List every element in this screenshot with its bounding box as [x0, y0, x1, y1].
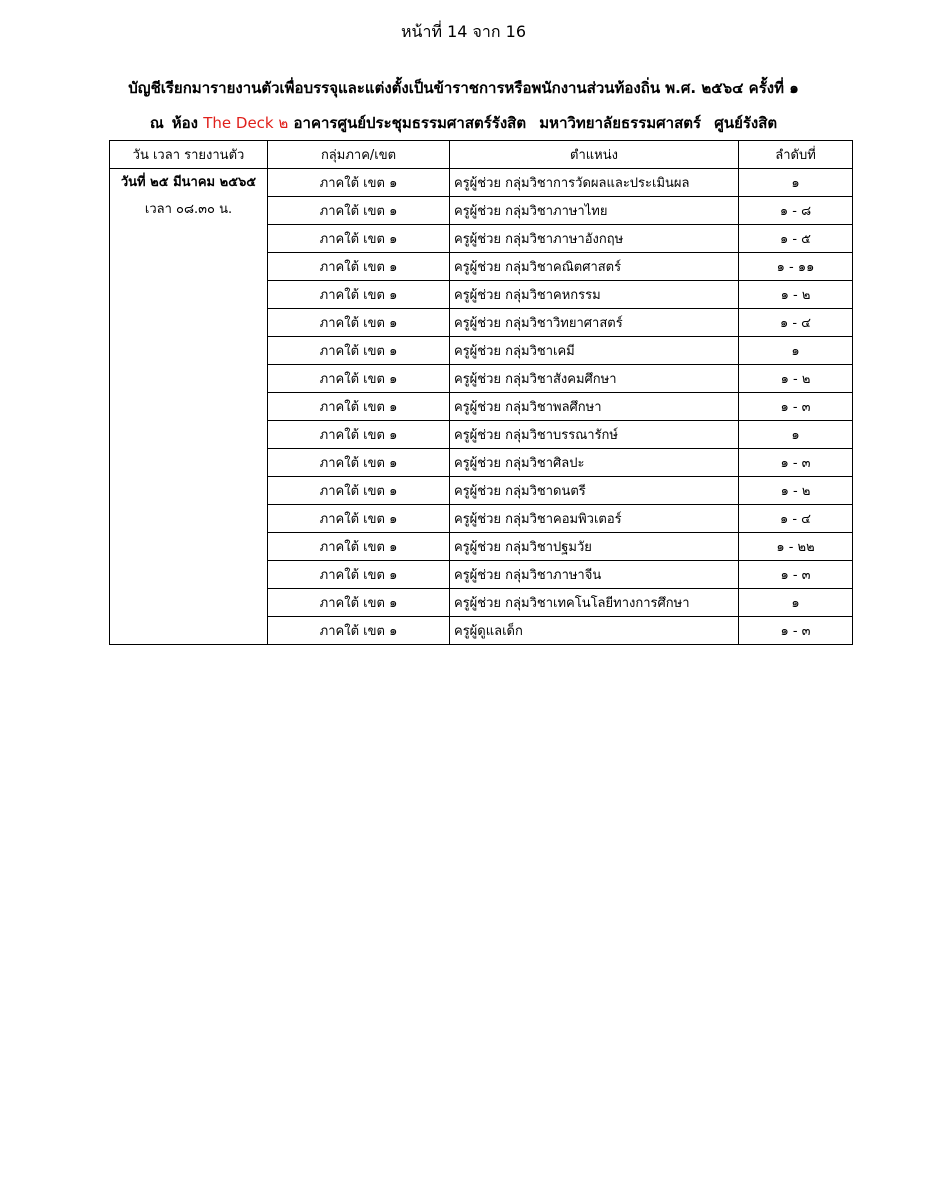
position-cell: ครูผู้ช่วย กลุ่มวิชาวิทยาศาสตร์ — [450, 309, 739, 337]
order-cell: ๑ - ๓ — [739, 617, 853, 645]
report-time: เวลา ๐๘.๓๐ น. — [144, 202, 233, 217]
region-cell: ภาคใต้ เขต ๑ — [268, 561, 450, 589]
region-cell: ภาคใต้ เขต ๑ — [268, 617, 450, 645]
venue-campus: ศูนย์รังสิต — [714, 114, 778, 132]
order-cell: ๑ - ๓ — [739, 449, 853, 477]
order-cell: ๑ — [739, 421, 853, 449]
region-cell: ภาคใต้ เขต ๑ — [268, 169, 450, 197]
venue-prefix: ณ — [149, 114, 164, 132]
report-date: วันที่ ๒๕ มีนาคม ๒๕๖๕ — [120, 175, 257, 190]
position-cell: ครูผู้ช่วย กลุ่มวิชาศิลปะ — [450, 449, 739, 477]
venue-room-word: ห้อง — [171, 114, 198, 132]
position-cell: ครูผู้ช่วย กลุ่มวิชาภาษาไทย — [450, 197, 739, 225]
region-cell: ภาคใต้ เขต ๑ — [268, 281, 450, 309]
page-number: หน้าที่ 14 จาก 16 — [400, 22, 527, 41]
position-cell: ครูผู้ช่วย กลุ่มวิชาบรรณารักษ์ — [450, 421, 739, 449]
table-header-row — [110, 141, 853, 169]
position-cell: ครูผู้ช่วย กลุ่มวิชาสังคมศึกษา — [450, 365, 739, 393]
position-cell: ครูผู้ดูแลเด็ก — [450, 617, 739, 645]
position-cell: ครูผู้ช่วย กลุ่มวิชาภาษาอังกฤษ — [450, 225, 739, 253]
position-cell: ครูผู้ช่วย กลุ่มวิชาคหกรรม — [450, 281, 739, 309]
position-cell: ครูผู้ช่วย กลุ่มวิชาเทคโนโลยีทางการศึกษา — [450, 589, 739, 617]
position-cell: ครูผู้ช่วย กลุ่มวิชาปฐมวัย — [450, 533, 739, 561]
roster-body — [110, 169, 853, 645]
region-cell: ภาคใต้ เขต ๑ — [268, 589, 450, 617]
region-cell: ภาคใต้ เขต ๑ — [268, 421, 450, 449]
region-cell: ภาคใต้ เขต ๑ — [268, 253, 450, 281]
order-cell: ๑ - ๔ — [739, 309, 853, 337]
region-cell: ภาคใต้ เขต ๑ — [268, 365, 450, 393]
region-cell: ภาคใต้ เขต ๑ — [268, 505, 450, 533]
region-cell: ภาคใต้ เขต ๑ — [268, 449, 450, 477]
position-cell: ครูผู้ช่วย กลุ่มวิชาคณิตศาสตร์ — [450, 253, 739, 281]
order-cell: ๑ — [739, 169, 853, 197]
position-cell: ครูผู้ช่วย กลุ่มวิชาคอมพิวเตอร์ — [450, 505, 739, 533]
venue-university: มหาวิทยาลัยธรรมศาสตร์ — [539, 114, 702, 132]
roster-table — [109, 140, 853, 645]
header-position: ตำแหน่ง — [450, 141, 739, 169]
position-cell: ครูผู้ช่วย กลุ่มวิชาดนตรี — [450, 477, 739, 505]
region-cell: ภาคใต้ เขต ๑ — [268, 337, 450, 365]
position-cell: ครูผู้ช่วย กลุ่มวิชาการวัดผลและประเมินผล — [450, 169, 739, 197]
venue-room-name: The Deck ๒ — [203, 114, 289, 132]
region-cell: ภาคใต้ เขต ๑ — [268, 309, 450, 337]
order-cell: ๑ - ๓ — [739, 393, 853, 421]
position-cell: ครูผู้ช่วย กลุ่มวิชาเคมี — [450, 337, 739, 365]
position-cell: ครูผู้ช่วย กลุ่มวิชาพลศึกษา — [450, 393, 739, 421]
order-cell: ๑ - ๒ — [739, 281, 853, 309]
venue-building: อาคารศูนย์ประชุมธรรมศาสตร์รังสิต — [293, 114, 527, 132]
region-cell: ภาคใต้ เขต ๑ — [268, 225, 450, 253]
table-row — [110, 169, 853, 197]
order-cell: ๑ - ๓ — [739, 561, 853, 589]
order-cell: ๑ - ๒ — [739, 365, 853, 393]
venue-line — [0, 111, 927, 135]
order-cell: ๑ - ๒๒ — [739, 533, 853, 561]
order-cell: ๑ — [739, 337, 853, 365]
position-cell: ครูผู้ช่วย กลุ่มวิชาภาษาจีน — [450, 561, 739, 589]
header-region: กลุ่มภาค/เขต — [268, 141, 450, 169]
order-cell: ๑ - ๑๑ — [739, 253, 853, 281]
order-cell: ๑ - ๒ — [739, 477, 853, 505]
report-datetime-cell — [110, 169, 268, 645]
region-cell: ภาคใต้ เขต ๑ — [268, 533, 450, 561]
order-cell: ๑ - ๘ — [739, 197, 853, 225]
order-cell: ๑ — [739, 589, 853, 617]
region-cell: ภาคใต้ เขต ๑ — [268, 393, 450, 421]
region-cell: ภาคใต้ เขต ๑ — [268, 197, 450, 225]
order-cell: ๑ - ๕ — [739, 225, 853, 253]
order-cell: ๑ - ๔ — [739, 505, 853, 533]
region-cell: ภาคใต้ เขต ๑ — [268, 477, 450, 505]
header-order: ลำดับที่ — [739, 141, 853, 169]
header-datetime: วัน เวลา รายงานตัว — [110, 141, 268, 169]
document-title: บัญชีเรียกมารายงานตัวเพื่อบรรจุและแต่งตั้งเป็นข้าราชการหรือพนักงานส่วนท้องถิ่น พ.ศ. ๒๕๖๔ ครั้งที่ ๑ — [128, 79, 799, 97]
